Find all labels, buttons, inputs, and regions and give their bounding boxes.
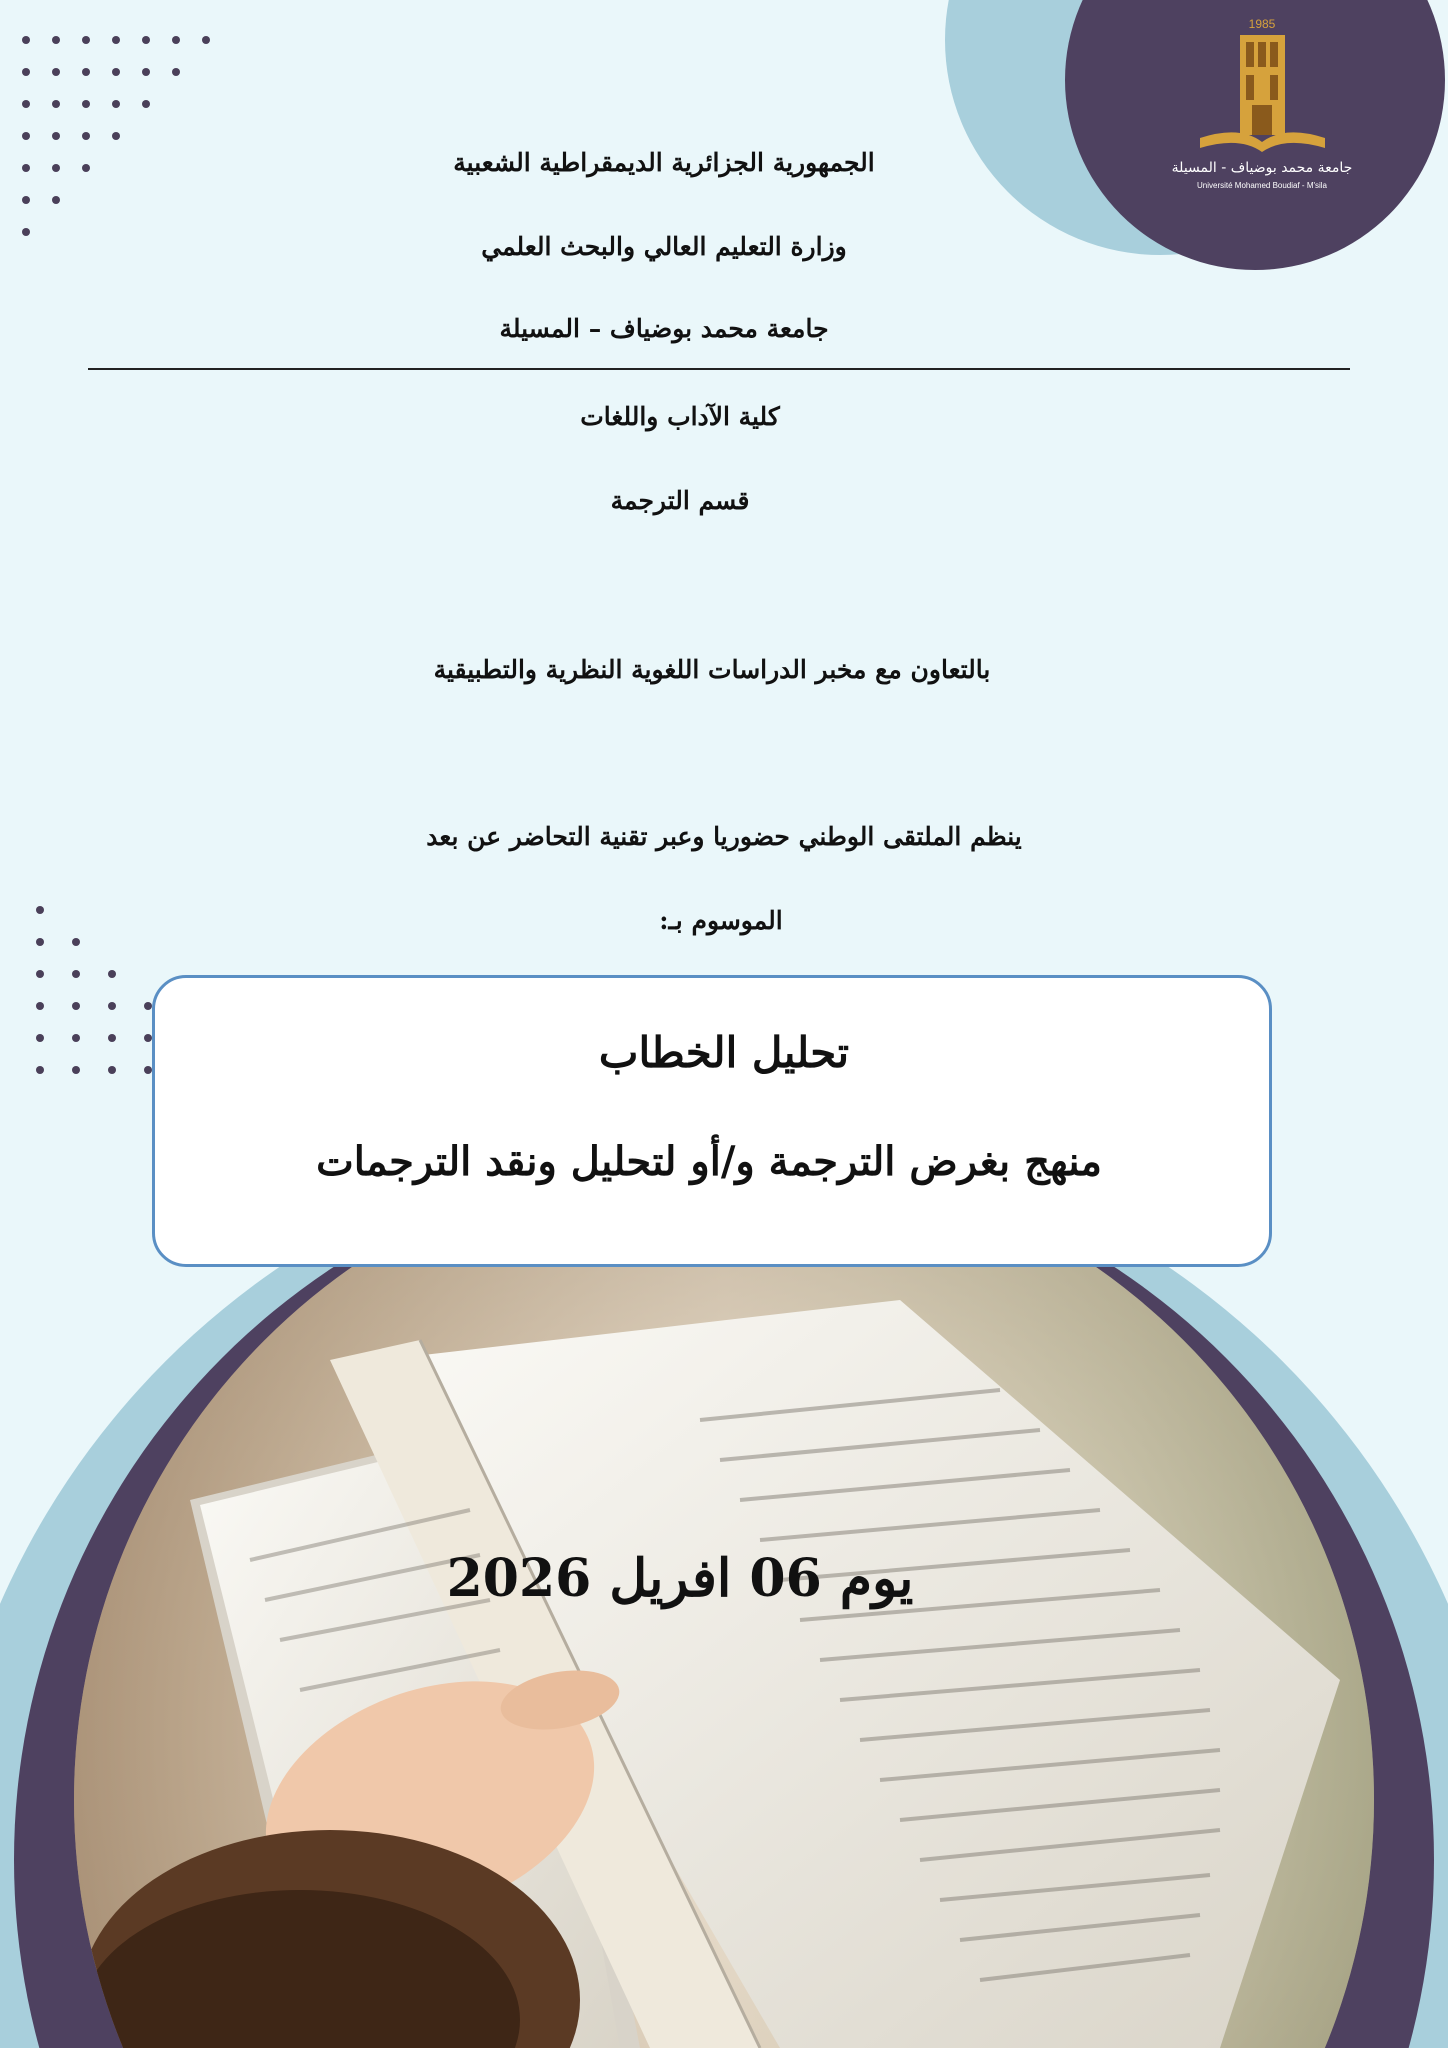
- conference-subtitle: منهج بغرض الترجمة و/أو لتحليل ونقد الترجمات: [316, 1138, 1102, 1185]
- collaboration-text: بالتعاون مع مخبر الدراسات اللغوية النظرية والتطبيقية: [433, 655, 991, 684]
- decorative-dot: [36, 970, 44, 978]
- decorative-dot: [112, 132, 120, 140]
- decorative-dot: [108, 1002, 116, 1010]
- decorative-dot: [112, 36, 120, 44]
- decorative-dot: [22, 196, 30, 204]
- decorative-dot: [142, 36, 150, 44]
- department-heading: قسم الترجمة: [610, 486, 750, 515]
- decorative-dot: [22, 68, 30, 76]
- decorative-dot: [52, 196, 60, 204]
- decorative-dot: [52, 132, 60, 140]
- decorative-dot: [22, 36, 30, 44]
- decorative-dot: [36, 1002, 44, 1010]
- decorative-dot: [82, 36, 90, 44]
- logo-year: 1985: [1248, 17, 1276, 31]
- decorative-dot: [112, 100, 120, 108]
- decorative-dot: [52, 36, 60, 44]
- decorative-dot: [72, 938, 80, 946]
- decorative-dot: [72, 970, 80, 978]
- decorative-dot: [142, 100, 150, 108]
- decorative-dot: [202, 36, 210, 44]
- titled-text: الموسوم بـ:: [659, 906, 783, 935]
- decorative-dot: [22, 100, 30, 108]
- conference-title: تحليل الخطاب: [598, 1028, 850, 1077]
- decorative-dot: [108, 970, 116, 978]
- decorative-dot: [82, 100, 90, 108]
- decorative-dot: [72, 1002, 80, 1010]
- university-heading: جامعة محمد بوضياف – المسيلة: [499, 314, 829, 343]
- decorative-dot: [112, 68, 120, 76]
- organizes-text: ينظم الملتقى الوطني حضوريا وعبر تقنية التحاضر عن بعد: [426, 822, 1022, 851]
- decorative-dot: [82, 132, 90, 140]
- decorative-dot: [144, 1002, 152, 1010]
- logo-name-fr: Université Mohamed Boudiaf - M'sila: [1196, 181, 1328, 190]
- decorative-dot: [82, 68, 90, 76]
- decorative-dot: [172, 36, 180, 44]
- decorative-dot: [52, 100, 60, 108]
- ministry-heading: وزارة التعليم العالي والبحث العلمي: [481, 232, 847, 261]
- decorative-dot: [172, 68, 180, 76]
- decorative-dot: [52, 68, 60, 76]
- decorative-dot: [142, 68, 150, 76]
- header-divider: [88, 368, 1350, 370]
- decorative-dot: [36, 938, 44, 946]
- republic-heading: الجمهورية الجزائرية الديمقراطية الشعبية: [453, 148, 875, 177]
- event-date: يوم 06 افريل 2026: [446, 1548, 914, 1609]
- title-box: [152, 975, 1272, 1267]
- logo-name-ar: جامعة محمد بوضياف - المسيلة: [1171, 160, 1353, 176]
- decorative-dot: [22, 132, 30, 140]
- faculty-heading: كلية الآداب واللغات: [580, 402, 780, 431]
- dot-grid-top: [22, 36, 210, 236]
